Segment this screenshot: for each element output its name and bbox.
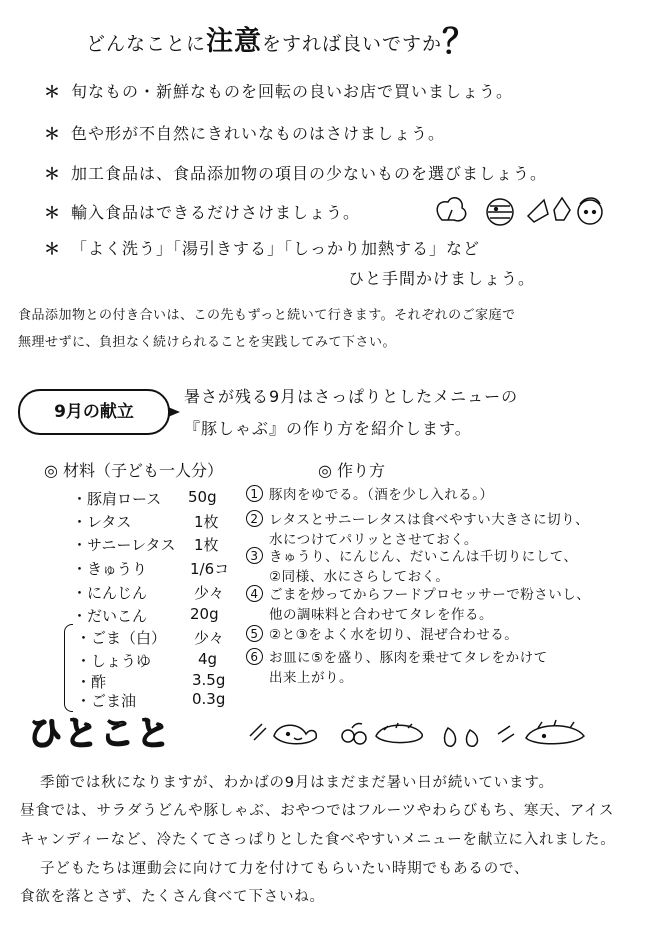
method-step: 1 豚肉をゆでる。（酒を少し入れる。） <box>246 485 494 505</box>
ingredient-name: ・だいこん <box>72 607 148 625</box>
seasoning-bracket <box>64 624 73 712</box>
tip-item: ＊ 旬なもの・新鮮なものを回転の良いお店で買いましょう。 <box>44 82 514 101</box>
method-step: 3 きゅうり、にんじん、だいこんは千切りにして、 ②同様、水にさらしておく。 <box>246 547 578 587</box>
method-step: 6 お皿に⑤を盛り、豚肉を乗せてタレをかけて 出来上がり。 <box>246 648 548 688</box>
additive-paragraph-line: 食品添加物との付き合いは、この先もずっと続いて行きます。それぞれのご家庭で <box>18 308 516 323</box>
hitokoto-line: 子どもたちは運動会に向けて力を付けてもらいたい時期でもあるので、 <box>40 861 530 877</box>
ingredient-name: ・サニーレタス <box>72 536 176 554</box>
ingredient-name: ・しょうゆ <box>76 652 152 670</box>
ingredient-name: ・レタス <box>72 513 132 531</box>
ingredients-heading: ◎ 材料（子ども一人分） <box>44 461 224 480</box>
tip-item: ＊ 色や形が不自然にきれいなものはさけましょう。 <box>44 124 446 143</box>
ingredient-amount: 4g <box>198 650 218 668</box>
ingredient-amount: 1枚 <box>194 513 219 531</box>
step-number: 1 <box>246 485 263 502</box>
ingredient-name: ・ごま油 <box>76 692 137 710</box>
method-heading: ◎ 作り方 <box>318 461 386 480</box>
page-title: どんなことに注意をすれば良いですか？ <box>86 22 478 62</box>
step-number: 4 <box>246 585 263 602</box>
menu-intro-line: 暑さが残る9月はさっぱりとしたメニューの <box>184 387 519 406</box>
method-step: 5 ②と③をよく水を切り、混ぜ合わせる。 <box>246 625 518 645</box>
step-number: 2 <box>246 510 263 527</box>
ingredient-name: ・きゅうり <box>72 560 148 578</box>
additive-paragraph-line: 無理せずに、負担なく続けられることを実践してみて下さい。 <box>18 335 397 350</box>
tip-item: ＊ 「よく洗う」「湯引きする」「しっかり加熱する」など <box>44 239 481 258</box>
ingredient-amount: 3.5g <box>192 671 226 689</box>
step-number: 3 <box>246 547 263 564</box>
food-doodles <box>244 714 624 754</box>
vegetable-illustrations <box>430 190 610 232</box>
ingredient-amount: 少々 <box>194 584 225 602</box>
hitokoto-line: 昼食では、サラダうどんや豚しゃぶ、おやつではフルーツやわらびもち、寒天、アイス <box>20 803 615 819</box>
menu-intro-line: 『豚しゃぶ』の作り方を紹介します。 <box>184 419 472 438</box>
step-number: 6 <box>246 648 263 665</box>
hitokoto-line: 食欲を落とさず、たくさん食べて下さいね。 <box>20 889 325 905</box>
menu-badge: 9月の献立 <box>18 389 170 435</box>
ingredient-amount: 1/6コ <box>190 560 230 578</box>
tip-item: ＊ 輸入食品はできるだけさけましょう。 <box>44 203 361 222</box>
hitokoto-line: キャンディーなど、冷たくてさっぱりとした食べやすいメニューを献立に入れました。 <box>20 832 616 848</box>
ingredient-name: ・酢 <box>76 673 107 691</box>
ingredient-amount: 20g <box>190 605 219 623</box>
title-emphasis: 注意 <box>206 26 263 57</box>
ingredient-amount: 少々 <box>194 629 225 647</box>
ingredient-name: ・豚肩ロース <box>72 490 162 508</box>
tip-continuation: ひと手間かけましょう。 <box>348 269 536 288</box>
title-question-mark: ？ <box>442 22 478 62</box>
method-step: 2 レタスとサニーレタスは食べやすい大きさに切り、 水につけてパリッとさせておく。 <box>246 510 589 550</box>
hitokoto-heading: ひとこと <box>28 714 172 754</box>
ingredient-name: ・にんじん <box>72 584 148 602</box>
ingredient-amount: 50g <box>188 488 217 506</box>
hitokoto-line: 季節では秋になりますが、わかばの9月はまだまだ暑い日が続いています。 <box>40 775 554 791</box>
tip-item: ＊ 加工食品は、食品添加物の項目の少ないものを選びましょう。 <box>44 164 548 183</box>
ingredient-amount: 0.3g <box>192 690 226 708</box>
ingredient-name: ・ごま（白） <box>76 629 167 647</box>
method-step: 4 ごまを炒ってからフードプロセッサーで粉さいし、 他の調味料と合わせてタレを作る。 <box>246 585 590 625</box>
ingredient-amount: 1枚 <box>194 536 219 554</box>
step-number: 5 <box>246 625 263 642</box>
